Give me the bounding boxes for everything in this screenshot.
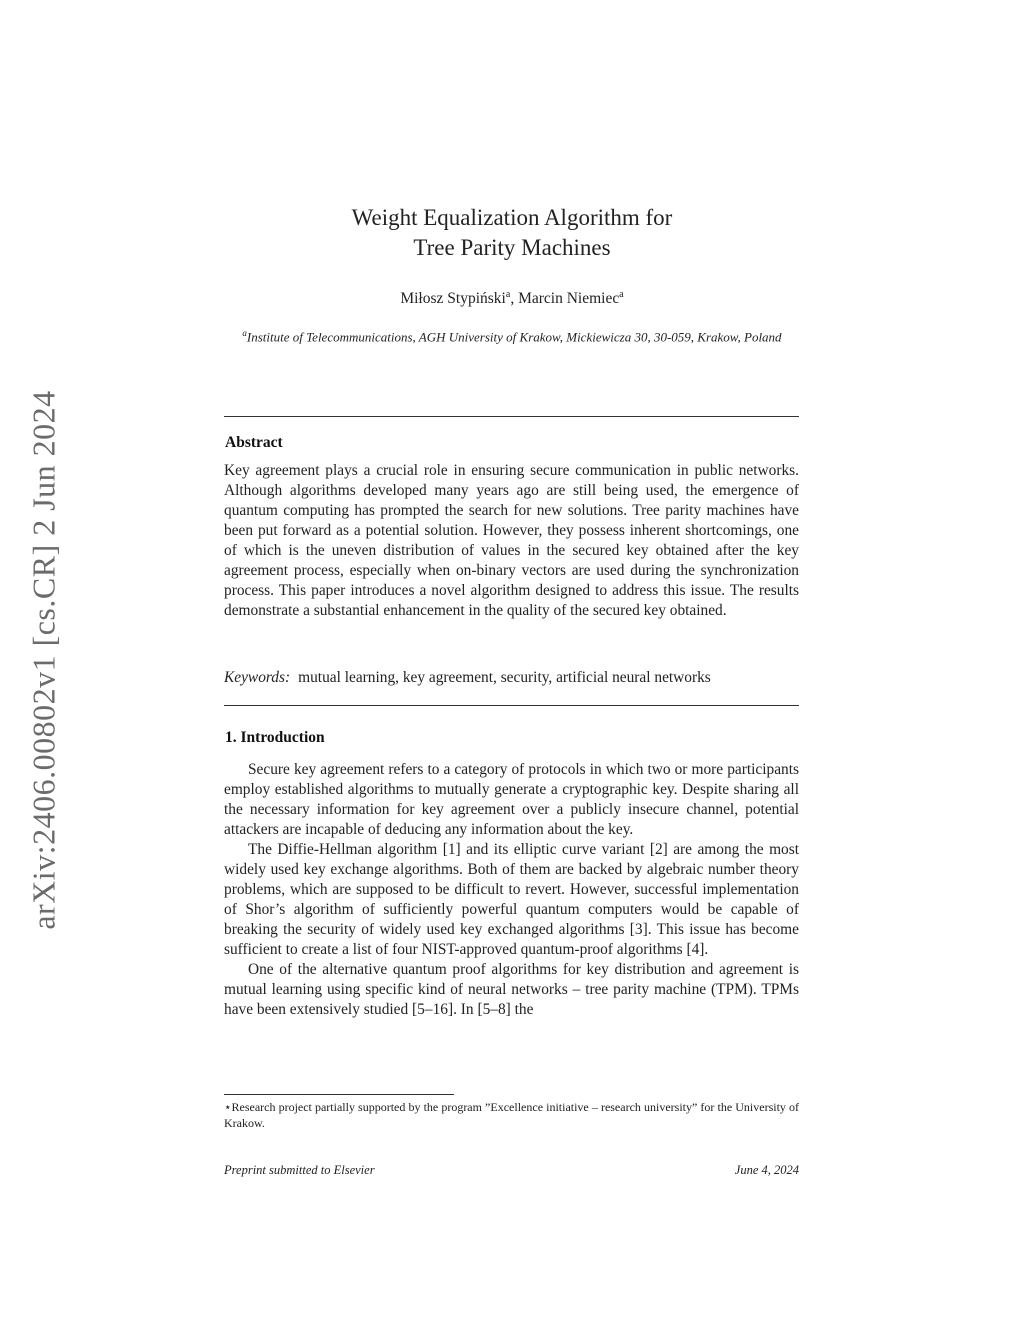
arxiv-identifier-stamp[interactable]: arXiv:2406.00802v1 [cs.CR] 2 Jun 2024 — [25, 390, 62, 930]
intro-paragraph: The Diffie-Hellman algorithm [1] and its elliptic curve variant [2] are among the most widely used key exchange algorithms. Both of them are backed by algebraic number theory problems, which are supposed to be difficult to revert. However, successful implementation of Shor’s algorithm of sufficiently powerful quantum computers would be capable of breaking the security of widely used key exchanged algorithms [3]. This issue has become sufficient to create a list of four NIST-approved quantum-proof algorithms [4]. — [224, 841, 799, 958]
introduction-heading: 1. Introduction — [225, 729, 325, 746]
footer-preprint-note: Preprint submitted to Elsevier — [224, 1163, 375, 1177]
affiliation — [240, 325, 784, 345]
abstract-body — [224, 461, 799, 621]
author-name: Miłosz Stypiński — [400, 290, 506, 308]
author-list — [0, 289, 1024, 308]
author-name: Marcin Niemiec — [518, 290, 620, 308]
footnote: ⋆Research project partially supported by the program ”Excellence initiative – research university” for the University of Krakow. — [224, 1100, 799, 1130]
author-affiliation-marker: a — [619, 289, 624, 300]
affiliation-text: Institute of Telecommunications, AGH University of Krakow, Mickiewicza 30, 30-059, Krakow, Poland — [246, 329, 782, 345]
author-affiliation-marker: a — [505, 289, 511, 300]
author-separator: , — [510, 290, 519, 308]
paper-title-line-1: Weight Equalization Algorithm for — [351, 205, 673, 230]
introduction-body — [224, 760, 799, 1020]
affiliation-marker: a — [242, 328, 247, 338]
intro-paragraph: One of the alternative quantum proof algorithms for key distribution and agreement is mutual learning using specific kind of neural networks – tree parity machine (TPM). TPMs have been extensively studied [5–16]. In [5–8] the — [224, 961, 799, 1018]
footnote-rule — [224, 1094, 454, 1095]
abstract-top-rule — [224, 416, 799, 417]
paper-title-line-2: Tree Parity Machines — [413, 235, 611, 260]
paper-title — [0, 203, 1024, 263]
keywords-line — [224, 669, 799, 687]
footer-date: June 4, 2024 — [734, 1163, 799, 1177]
keywords-label: Keywords: — [224, 669, 291, 686]
abstract-text: Key agreement plays a crucial role in ensuring secure communication in public networks. Although algorithms developed many years ago are still being used, the emergence of quantum computing has prompted the search for new solutions. Tree parity machines have been put forward as a potential solution. However, they possess inherent shortcomings, one of which is the uneven distribution of values in the secured key obtained after the key agreement process, especially when on-binary vectors are used during the synchronization process. This paper introduces a novel algorithm designed to address this issue. The results demonstrate a substantial enhancement in the quality of the secured key obtained. — [224, 462, 799, 619]
abstract-heading: Abstract — [225, 434, 283, 451]
abstract-bottom-rule — [224, 705, 799, 706]
keywords-text: mutual learning, key agreement, security, artificial neural networks — [298, 669, 711, 686]
intro-paragraph: Secure key agreement refers to a category of protocols in which two or more participants employ established algorithms to mutually generate a cryptographic key. Despite sharing all the necessary information for key agreement over a publicly insecure channel, potential attackers are incapable of deducing any information about the key. — [224, 761, 799, 838]
